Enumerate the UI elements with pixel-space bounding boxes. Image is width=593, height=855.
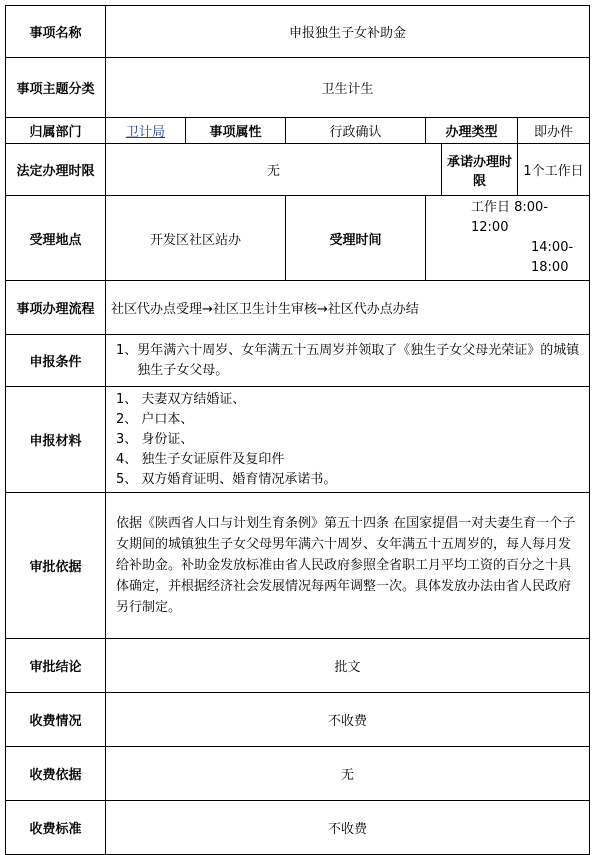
row-fee-standard: [6, 801, 590, 855]
handle-type-label: 办理类型: [426, 118, 518, 144]
department-value: [106, 118, 186, 144]
handle-type-value: 即办件: [518, 118, 590, 144]
location-value: 开发区社区站办: [106, 196, 286, 281]
conditions-label: 申报条件: [6, 335, 106, 387]
fee-status-value: 不收费: [106, 693, 590, 747]
theme-category-label: 事项主题分类: [6, 58, 106, 118]
row-approval-result: [6, 639, 590, 693]
process-label: 事项办理流程: [6, 281, 106, 335]
department-link[interactable]: 卫计局: [125, 125, 165, 140]
approval-basis-label: 审批依据: [6, 493, 106, 639]
row-approval-basis: [6, 493, 590, 639]
item-name-value: 申报独生子女补助金: [106, 6, 590, 58]
fee-standard-value: 不收费: [106, 801, 590, 855]
process-value: 社区代办点受理→社区卫生计生审核→社区代办点办结: [106, 281, 590, 335]
legal-deadline-value: 无: [106, 144, 442, 196]
row-theme-category: [6, 58, 590, 118]
materials-item: 1、 夫妻双方结婚证、: [116, 391, 246, 407]
conditions-text: 男年满六十周岁、女年满五十五周岁并领取了《独生子女父母光荣证》的城镇独生子女父母。: [137, 342, 580, 378]
fee-basis-label: 收费依据: [6, 747, 106, 801]
row-fee-basis: [6, 747, 590, 801]
item-name-label: 事项名称: [6, 6, 106, 58]
legal-deadline-label: 法定办理时限: [6, 144, 106, 196]
service-item-table: [5, 5, 590, 855]
materials-item: 4、 独生子女证原件及复印件: [116, 451, 285, 467]
row-conditions: [6, 335, 590, 387]
attribute-value: 行政确认: [286, 118, 426, 144]
row-process: [6, 281, 590, 335]
accept-time-label: 受理时间: [286, 196, 426, 281]
approval-result-value: 批文: [106, 639, 590, 693]
attribute-label: 事项属性: [186, 118, 286, 144]
accept-time-line2: 14:00-18:00: [531, 240, 574, 275]
approval-basis-value: 依据《陕西省人口与计划生育条例》第五十四条 在国家提倡一对夫妻生育一个子女期间的城镇独生子女父母男年满六十周岁、女年满五十五周岁的，每人每月发给补助金。补助金发放标准由省人民政府参照全省职工月平均工资的百分之十具体确定，并根据经济社会发展情况每两年调整一次。具体发放办法由省人民政府另行制定。: [106, 493, 590, 639]
promised-deadline-value: 1个工作日: [518, 144, 590, 196]
materials-item: 3、 身份证、: [116, 431, 194, 447]
materials-item: 5、 双方婚育证明、婚育情况承诺书。: [116, 471, 337, 487]
theme-category-value: 卫生计生: [106, 58, 590, 118]
row-materials: [6, 387, 590, 493]
department-label: 归属部门: [6, 118, 106, 144]
row-deadline: [6, 144, 590, 196]
accept-time-line1: 工作日 8:00-12:00: [471, 200, 549, 235]
fee-basis-value: 无: [106, 747, 590, 801]
row-item-name: [6, 6, 590, 58]
location-label: 受理地点: [6, 196, 106, 281]
materials-list: [106, 387, 590, 493]
row-department: [6, 118, 590, 144]
conditions-number: 1、: [116, 342, 138, 358]
conditions-value: [106, 335, 590, 387]
fee-standard-label: 收费标准: [6, 801, 106, 855]
row-location: [6, 196, 590, 281]
promised-deadline-label: 承诺办理时限: [442, 144, 518, 196]
accept-time-value: [426, 196, 590, 281]
row-fee-status: [6, 693, 590, 747]
approval-result-label: 审批结论: [6, 639, 106, 693]
fee-status-label: 收费情况: [6, 693, 106, 747]
materials-label: 申报材料: [6, 387, 106, 493]
materials-item: 2、 户口本、: [116, 411, 194, 427]
